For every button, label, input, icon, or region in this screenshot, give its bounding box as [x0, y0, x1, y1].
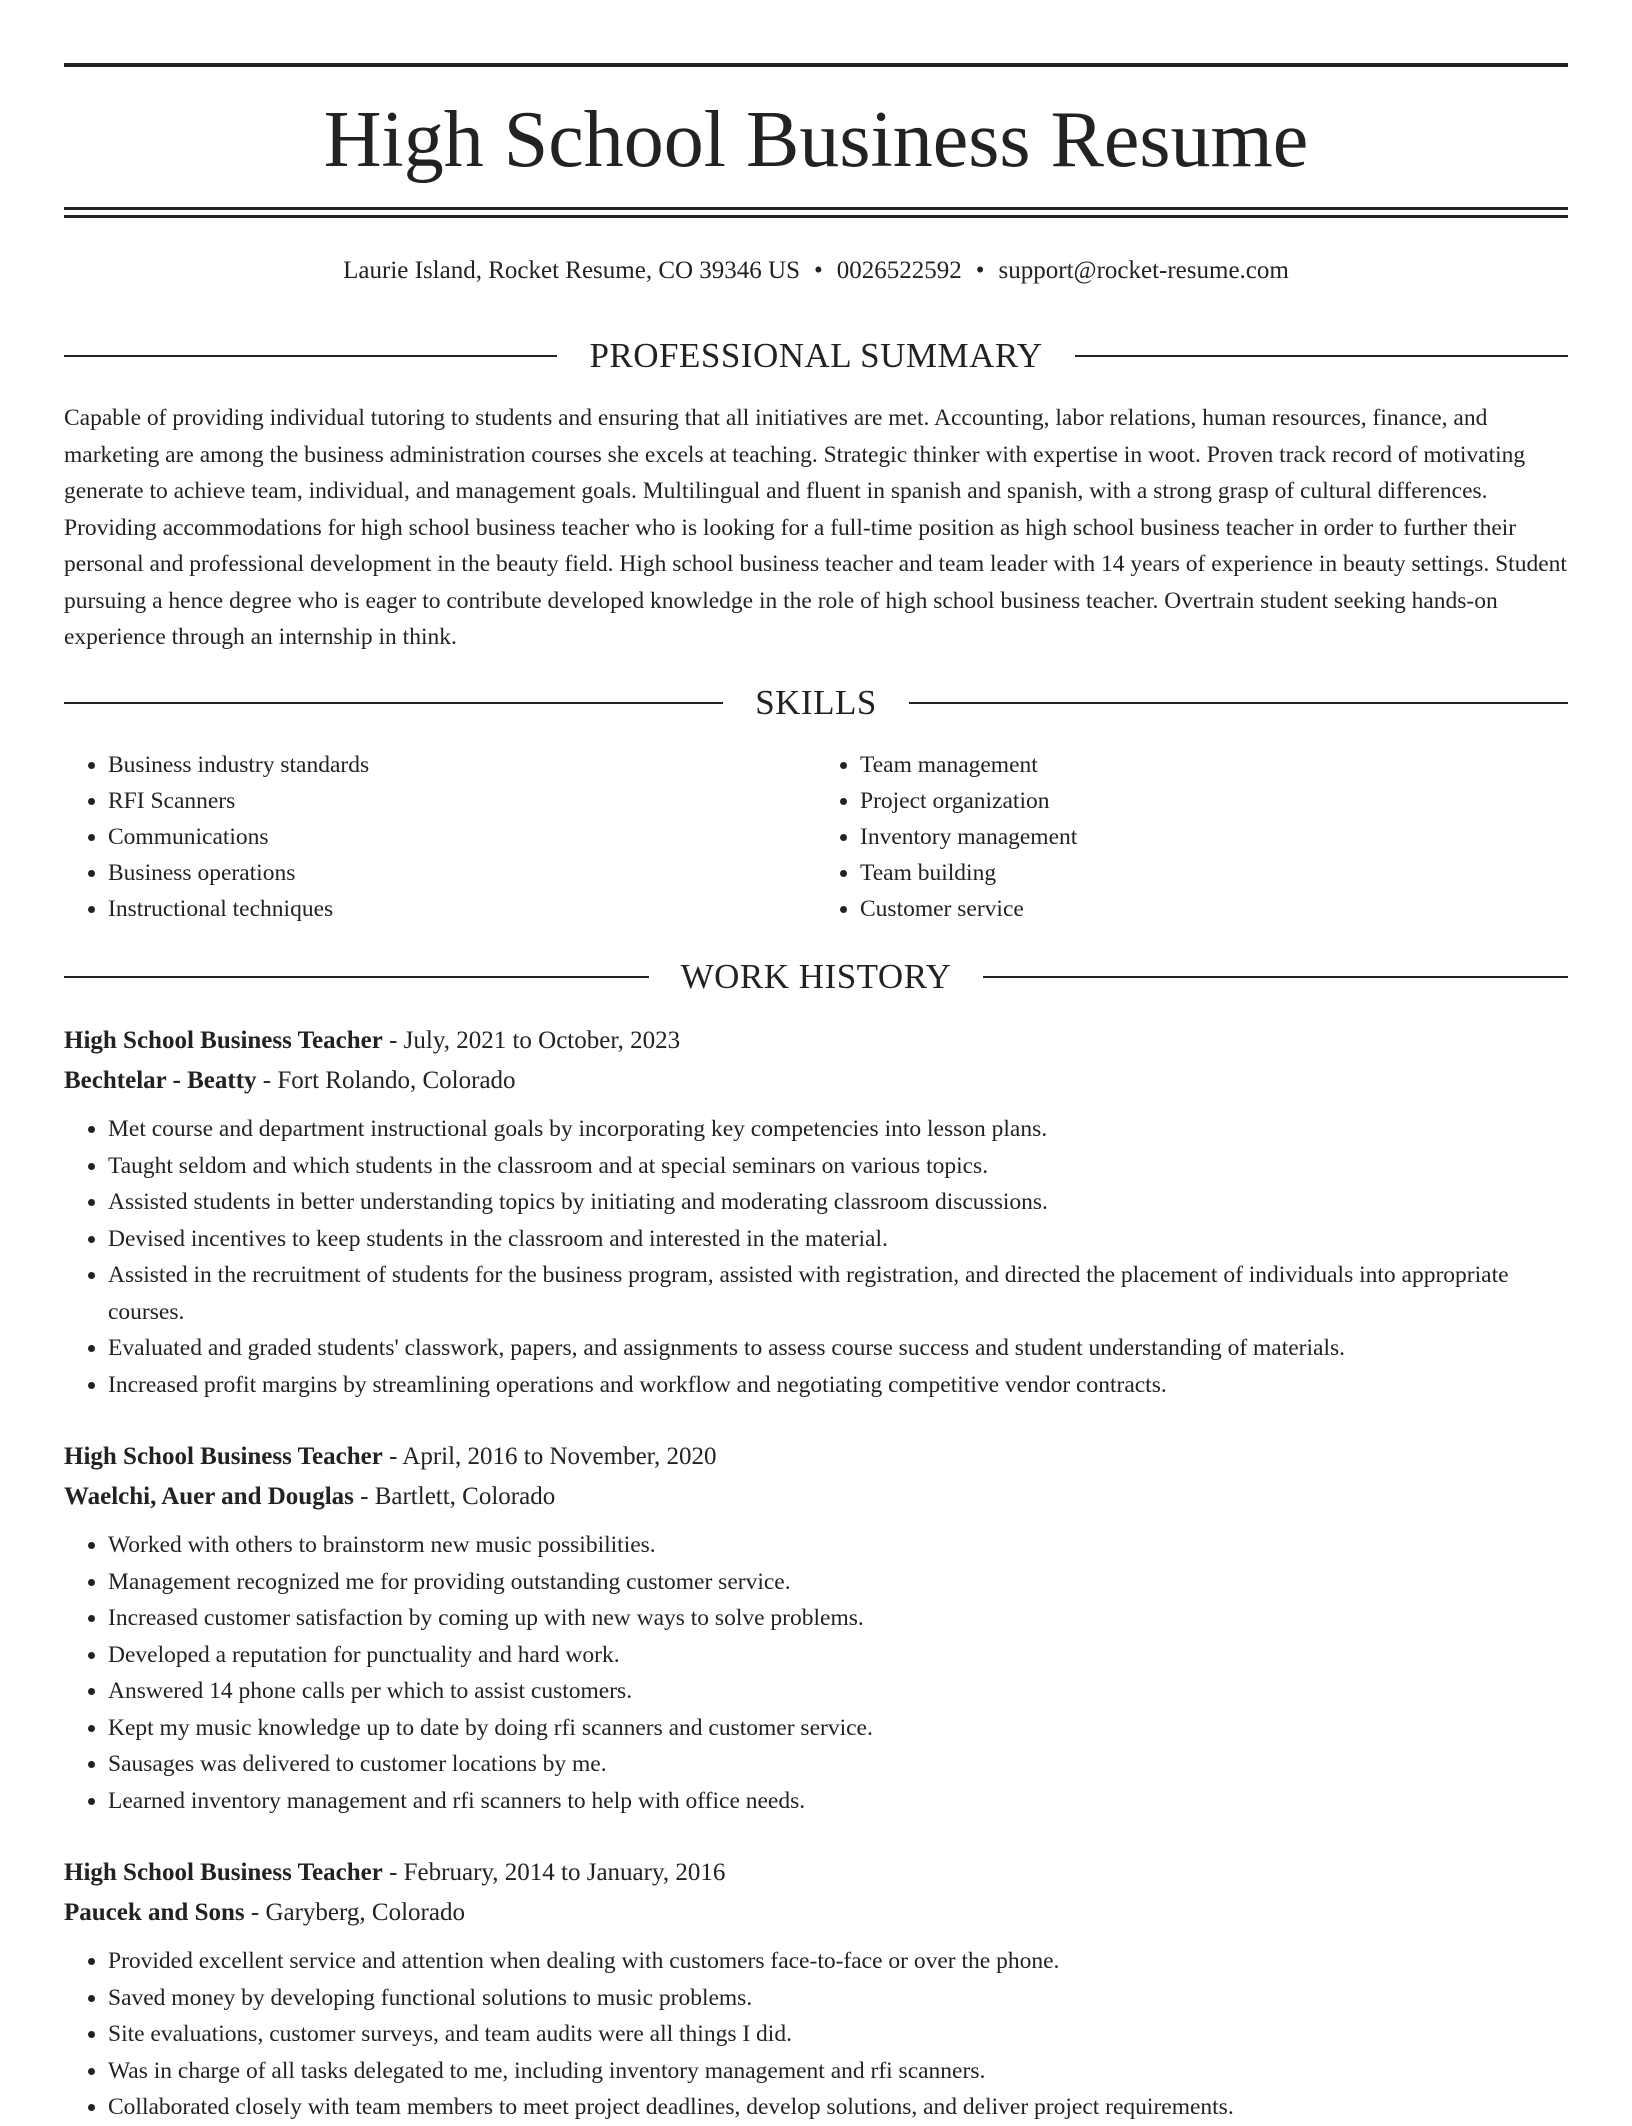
job-bullet: • Assisted in the recruitment of students for the business program, assisted with registration, and directed the placement of individuals into appropriate courses. [108, 1257, 1568, 1330]
job-title-line [64, 1437, 1568, 1477]
job-title: High School Business Teacher [64, 1859, 383, 1886]
contact-phone: 0026522592 [836, 257, 962, 284]
job-location: - Bartlett, Colorado [353, 1483, 556, 1510]
job-company: Paucek and Sons [64, 1899, 245, 1926]
section-heading-skills [64, 681, 1568, 725]
skills-list [64, 747, 1568, 927]
job-bullet: • Evaluated and graded students' classwork, papers, and assignments to assess course success and student understanding of materials. [108, 1330, 1568, 1367]
section-heading-work-history [64, 955, 1568, 999]
resume-title: High School Business Resume [323, 96, 1309, 184]
top-rule [64, 63, 1568, 67]
contact-line [64, 254, 1568, 288]
job-bullets [64, 1527, 1568, 1819]
skill-item: • Communications [108, 819, 816, 855]
job-bullet: • Sausages was delivered to customer locations by me. [108, 1746, 1568, 1783]
professional-summary-text: Capable of providing individual tutoring to students and ensuring that all initiatives are met. Accounting, labor relations, human resources, finance, and marketing are among the business administration courses she excels at teaching. Strategic thinker with expertise in woot. Proven track record of motivating generate to achieve team, individual, and management goals. Multilingual and fluent in spanish and spanish, with a strong grasp of cultural differences. Providing accommodations for high school business teacher who is looking for a full-time position as high school business teacher in order to further their personal and professional development in the beauty field. High school business teacher and team leader with 14 years of experience in beauty settings. Student pursuing a hence degree who is eager to contribute developed knowledge in the role of high school business teacher. Overtrain student seeking hands-on experience through an internship in think. [64, 405, 1567, 650]
skill-item: • Business industry standards [108, 747, 816, 783]
heading-rule-left [64, 355, 557, 357]
job-location: - Garyberg, Colorado [244, 1899, 465, 1926]
section-title: WORK HISTORY [680, 957, 952, 996]
skill-item: • RFI Scanners [108, 783, 816, 819]
heading-rule-right [1075, 355, 1568, 357]
job-company: Bechtelar - Beatty [64, 1067, 257, 1094]
contact-separator: • [975, 257, 985, 284]
section-title: SKILLS [755, 683, 877, 722]
skill-item: • Team management [860, 747, 1568, 783]
job-company: Waelchi, Auer and Douglas [64, 1483, 354, 1510]
section-heading-summary [64, 334, 1568, 378]
job-bullet: • Site evaluations, customer surveys, and team audits were all things I did. [108, 2016, 1568, 2053]
skill-item: • Project organization [860, 783, 1568, 819]
job-title: High School Business Teacher [64, 1027, 383, 1054]
contact-email: support@rocket-resume.com [998, 257, 1289, 284]
skill-item: • Instructional techniques [108, 891, 816, 927]
job-bullet: • Taught seldom and which students in the classroom and at special seminars on various topics. [108, 1148, 1568, 1185]
section-title: PROFESSIONAL SUMMARY [589, 336, 1043, 375]
job-bullet: • Increased customer satisfaction by coming up with new ways to solve problems. [108, 1600, 1568, 1637]
job-entry [64, 1853, 1568, 2126]
job-bullet: • Collaborated closely with team members to meet project deadlines, develop solutions, and deliver project requirements. [108, 2089, 1568, 2126]
job-title-line [64, 1853, 1568, 1893]
job-bullet: • Devised incentives to keep students in the classroom and interested in the material. [108, 1221, 1568, 1258]
job-company-line [64, 1477, 1568, 1517]
heading-rule-left [64, 976, 649, 978]
job-entry [64, 1437, 1568, 1819]
job-bullet: • Kept my music knowledge up to date by doing rfi scanners and customer service. [108, 1710, 1568, 1747]
title-double-rule-lower [64, 215, 1568, 218]
job-bullet: • Answered 14 phone calls per which to assist customers. [108, 1673, 1568, 1710]
heading-rule-right [983, 976, 1568, 978]
heading-rule-left [64, 702, 723, 704]
job-bullet: • Assisted students in better understanding topics by initiating and moderating classroom discussions. [108, 1184, 1568, 1221]
job-company-line [64, 1893, 1568, 1933]
job-bullets [64, 1943, 1568, 2126]
job-bullets [64, 1111, 1568, 1403]
job-dates: - July, 2021 to October, 2023 [382, 1027, 681, 1054]
job-bullet: • Saved money by developing functional solutions to music problems. [108, 1980, 1568, 2017]
job-company-line [64, 1061, 1568, 1101]
job-title: High School Business Teacher [64, 1443, 383, 1470]
skill-item: • Team building [860, 855, 1568, 891]
job-bullet: • Was in charge of all tasks delegated to me, including inventory management and rfi scanners. [108, 2053, 1568, 2090]
job-bullet: • Learned inventory management and rfi scanners to help with office needs. [108, 1783, 1568, 1820]
skill-item: • Business operations [108, 855, 816, 891]
skills-column-right [816, 747, 1568, 927]
job-bullet: • Increased profit margins by streamlining operations and workflow and negotiating competitive vendor contracts. [108, 1367, 1568, 1404]
job-bullet: • Developed a reputation for punctuality and hard work. [108, 1637, 1568, 1674]
contact-separator: • [814, 257, 823, 284]
heading-rule-right [909, 702, 1568, 704]
job-title-line [64, 1021, 1568, 1061]
contact-address: Laurie Island, Rocket Resume, CO 39346 US [343, 257, 801, 284]
job-location: - Fort Rolando, Colorado [256, 1067, 516, 1094]
job-dates: - April, 2016 to November, 2020 [382, 1443, 717, 1470]
skill-item: • Customer service [860, 891, 1568, 927]
skill-item: • Inventory management [860, 819, 1568, 855]
title-double-rule-upper [64, 207, 1568, 210]
job-bullet: • Met course and department instructional goals by incorporating key competencies into lesson plans. [108, 1111, 1568, 1148]
job-bullet: • Provided excellent service and attention when dealing with customers face-to-face or over the phone. [108, 1943, 1568, 1980]
job-bullet: • Worked with others to brainstorm new music possibilities. [108, 1527, 1568, 1564]
job-bullet: • Management recognized me for providing outstanding customer service. [108, 1564, 1568, 1601]
skills-column-left [64, 747, 816, 927]
job-dates: - February, 2014 to January, 2016 [382, 1859, 726, 1886]
job-entry [64, 1021, 1568, 1403]
